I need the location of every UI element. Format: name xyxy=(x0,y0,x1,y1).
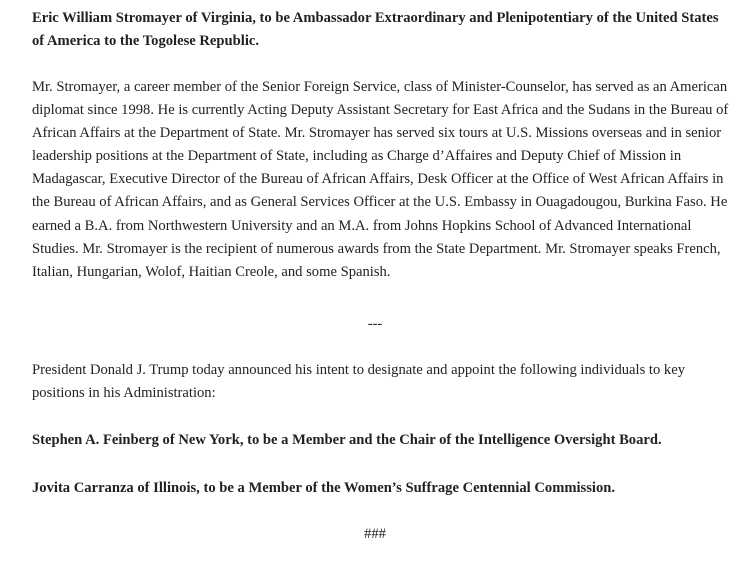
end-mark: ### xyxy=(364,526,386,542)
appointee-feinberg: Stephen A. Feinberg of New York, to be a Member and the Chair of the Intelligence Oversight Board. xyxy=(32,432,662,448)
nominee-heading: Eric William Stromayer of Virginia, to be Ambassador Extraordinary and Plenipotentiary of the United States of America to the Togolese Republic. xyxy=(32,10,719,50)
section-separator: --- xyxy=(367,316,383,332)
appointee-carranza: Jovita Carranza of Illinois, to be a Member of the Women’s Suffrage Centennial Commission. xyxy=(32,480,616,496)
nominee-biography: Mr. Stromayer, a career member of the Senior Foreign Service, class of Minister-Counselor, has served as an American diplomat since 1998. He is currently Acting Deputy Assistant Secretary for East Africa and the Sudans in the Bureau of African Affairs at the Department of State. Mr. Stromayer has served six tours at U.S. Missions overseas and in senior leadership positions at the Department of State, including as Charge d’Affaires and Deputy Chief of Mission in Madagascar, Executive Director of the Bureau of African Affairs, Desk Officer at the Office of West African Affairs in the Bureau of African Affairs, and as General Services Officer at the U.S. Embassy in Ouagadougou, Burkina Faso. He earned a B.A. from Northwestern University and an M.A. from Johns Hopkins School of Advanced International Studies. Mr. Stromayer is the recipient of numerous awards from the State Department. Mr. Stromayer speaks French, Italian, Hungarian, Wolof, Haitian Creole, and some Spanish. xyxy=(32,79,729,280)
announcement-paragraph: President Donald J. Trump today announced his intent to designate and appoint the following individuals to key positions in his Administration: xyxy=(32,362,685,402)
